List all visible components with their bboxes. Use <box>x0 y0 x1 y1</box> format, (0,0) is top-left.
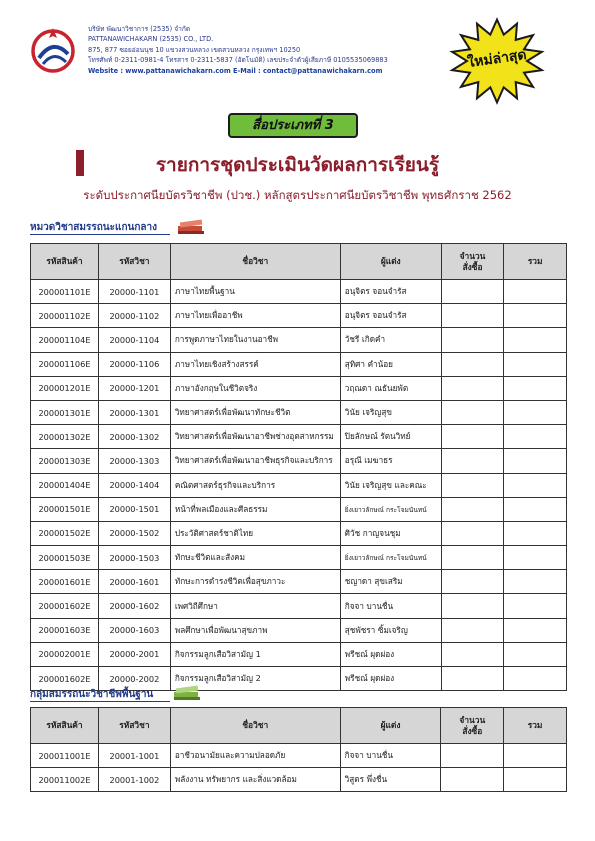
company-logo-icon <box>30 24 76 78</box>
cell-author: สุชพัชรา ซิ้มเจริญ <box>340 618 441 642</box>
quantity-input-cell[interactable] <box>441 280 504 304</box>
col-header-subject-name: ชื่อวิชา <box>170 708 340 744</box>
total-cell <box>504 497 567 521</box>
cell-author: วินัย เจริญสุข <box>340 400 441 424</box>
total-cell <box>504 570 567 594</box>
col-header-subject-code: รหัสวิชา <box>98 708 170 744</box>
table-row <box>31 618 567 642</box>
col-header-author: ผู้แต่ง <box>340 708 441 744</box>
cell-subject-name: หน้าที่พลเมืองและศีลธรรม <box>170 497 340 521</box>
cell-product-code: 200011001E <box>31 744 99 768</box>
cell-author: อนุจิตร จอนจำรัส <box>340 280 441 304</box>
table-row <box>31 449 567 473</box>
cell-subject-name: ภาษาอังกฤษในชีวิตจริง <box>170 376 340 400</box>
cell-subject-code: 20000-1303 <box>98 449 170 473</box>
col-header-author: ผู้แต่ง <box>340 244 441 280</box>
items-table-vocational <box>30 707 567 792</box>
cell-author: อนุจิตร จอนจำรัส <box>340 304 441 328</box>
cell-subject-code: 20000-1603 <box>98 618 170 642</box>
quantity-input-cell[interactable] <box>441 642 504 666</box>
total-cell <box>504 667 567 691</box>
cell-product-code: 200001601E <box>31 570 99 594</box>
cell-subject-code: 20000-1404 <box>98 473 170 497</box>
cell-subject-name: ภาษาไทยพื้นฐาน <box>170 280 340 304</box>
items-table-core <box>30 243 567 691</box>
total-cell <box>504 473 567 497</box>
cell-product-code: 200001101E <box>31 280 99 304</box>
cell-author: อรุณี เมฆาธร <box>340 449 441 473</box>
table-row <box>31 328 567 352</box>
section-heading-core: หมวดวิชาสมรรถนะแกนกลาง <box>30 222 158 233</box>
cell-product-code: 200001603E <box>31 618 99 642</box>
cell-product-code: 200001502E <box>31 521 99 545</box>
table-row <box>31 352 567 376</box>
quantity-input-cell[interactable] <box>441 449 504 473</box>
cell-subject-code: 20001-1002 <box>98 768 170 792</box>
cell-subject-name: อาชีวอนามัยและความปลอดภัย <box>170 744 340 768</box>
quantity-input-cell[interactable] <box>441 618 504 642</box>
total-cell <box>504 546 567 570</box>
cell-subject-name: พลศึกษาเพื่อพัฒนาสุขภาพ <box>170 618 340 642</box>
total-cell <box>504 449 567 473</box>
company-address: 875, 877 ซอยอ่อนนุช 10 แขวงสวนหลวง เขตสวนหลวง กรุงเทพฯ 10250 <box>88 45 301 54</box>
cell-subject-code: 20000-1601 <box>98 570 170 594</box>
cell-author: พรีชณ์ ผุดผ่อง <box>340 667 441 691</box>
cell-product-code: 200001302E <box>31 425 99 449</box>
quantity-input-cell[interactable] <box>441 304 504 328</box>
cell-subject-name: การพูดภาษาไทยในงานอาชีพ <box>170 328 340 352</box>
cell-product-code: 200001104E <box>31 328 99 352</box>
table-header-row <box>31 708 567 744</box>
cell-subject-name: เพศวิถีศึกษา <box>170 594 340 618</box>
cell-subject-code: 20001-1001 <box>98 744 170 768</box>
books-icon <box>172 684 202 702</box>
cell-subject-code: 20000-1602 <box>98 594 170 618</box>
quantity-input-cell[interactable] <box>441 328 504 352</box>
table-row <box>31 744 567 768</box>
cell-subject-name: ทักษะชีวิตและสังคม <box>170 546 340 570</box>
cell-author: วิสูตร พึ่งชื่น <box>340 768 441 792</box>
cell-author: กิจจา บานชื่น <box>340 744 441 768</box>
table-row <box>31 400 567 424</box>
cell-author: วฤณดา ณธันยพัต <box>340 376 441 400</box>
cell-author: ยิ่งเยาวลักษณ์ กระโจมนันทน์ <box>340 546 441 570</box>
table-row <box>31 280 567 304</box>
quantity-input-cell[interactable] <box>441 497 504 521</box>
quantity-input-cell[interactable] <box>441 546 504 570</box>
col-header-product-code: รหัสสินค้า <box>31 244 99 280</box>
cell-subject-name: คณิตศาสตร์ธุรกิจและบริการ <box>170 473 340 497</box>
cell-author: วัชรี เกิดคำ <box>340 328 441 352</box>
table-row <box>31 425 567 449</box>
quantity-input-cell[interactable] <box>441 570 504 594</box>
cell-subject-code: 20000-1106 <box>98 352 170 376</box>
col-header-total: รวม <box>504 244 567 280</box>
company-name-th: บริษัท พัฒนาวิชาการ (2535) จำกัด <box>88 25 191 33</box>
total-cell <box>504 744 567 768</box>
section-heading-vocational: กลุ่มสมรรถนะวิชาชีพพื้นฐาน <box>30 689 154 700</box>
section-underline <box>30 234 170 235</box>
cell-subject-name: ภาษาไทยเชิงสร้างสรรค์ <box>170 352 340 376</box>
table-row <box>31 304 567 328</box>
page-subtitle: ระดับประกาศนียบัตรวิชาชีพ (ปวช.) หลักสูตรประกาศนียบัตรวิชาชีพ พุทธศักราช 2562 <box>83 188 512 202</box>
col-header-quantity: จำนวน สั่งซื้อ <box>441 244 504 280</box>
cell-subject-name: กิจกรรมลูกเสือวิสามัญ 2 <box>170 667 340 691</box>
cell-subject-code: 20000-1104 <box>98 328 170 352</box>
section-underline <box>30 701 170 702</box>
cell-subject-name: ทักษะการดำรงชีวิตเพื่อสุขภาวะ <box>170 570 340 594</box>
cell-author: ปิยลักษณ์ รัตนวิทย์ <box>340 425 441 449</box>
cell-subject-name: วิทยาศาสตร์เพื่อพัฒนาอาชีพธุรกิจและบริการ <box>170 449 340 473</box>
new-badge-label: ใหม่ล่าสุด <box>466 46 528 72</box>
quantity-input-cell[interactable] <box>441 594 504 618</box>
col-header-product-code: รหัสสินค้า <box>31 708 99 744</box>
cell-product-code: 200001404E <box>31 473 99 497</box>
cell-subject-name: ประวัติศาสตร์ชาติไทย <box>170 521 340 545</box>
cell-author: ชญาดา สุขเสริม <box>340 570 441 594</box>
media-type-tag: สื่อประเภทที่ 3 <box>228 113 358 138</box>
cell-product-code: 200001301E <box>31 400 99 424</box>
cell-product-code: 200001602E <box>31 667 99 691</box>
total-cell <box>504 618 567 642</box>
cell-subject-code: 20000-1502 <box>98 521 170 545</box>
cell-product-code: 200001102E <box>31 304 99 328</box>
books-icon <box>176 218 206 236</box>
cell-subject-name: วิทยาศาสตร์เพื่อพัฒนาทักษะชีวิต <box>170 400 340 424</box>
table-row <box>31 642 567 666</box>
page-title: รายการชุดประเมินวัดผลการเรียนรู้ <box>155 154 440 176</box>
quantity-input-cell[interactable] <box>441 352 504 376</box>
col-header-quantity: จำนวน สั่งซื้อ <box>441 708 504 744</box>
cell-product-code: 200001303E <box>31 449 99 473</box>
cell-product-code: 200011002E <box>31 768 99 792</box>
table-row <box>31 497 567 521</box>
col-header-subject-code: รหัสวิชา <box>98 244 170 280</box>
total-cell <box>504 768 567 792</box>
cell-subject-code: 20000-1101 <box>98 280 170 304</box>
col-header-total: รวม <box>504 708 567 744</box>
total-cell <box>504 400 567 424</box>
table-row <box>31 570 567 594</box>
total-cell <box>504 328 567 352</box>
cell-product-code: 200001106E <box>31 352 99 376</box>
quantity-input-cell[interactable] <box>441 400 504 424</box>
table-row <box>31 546 567 570</box>
cell-author: ยิ่งเยาวลักษณ์ กระโจมนันทน์ <box>340 497 441 521</box>
total-cell <box>504 376 567 400</box>
table-row <box>31 521 567 545</box>
cell-subject-code: 20000-1302 <box>98 425 170 449</box>
cell-subject-code: 20000-2001 <box>98 642 170 666</box>
cell-subject-code: 20000-1201 <box>98 376 170 400</box>
cell-subject-code: 20000-2002 <box>98 667 170 691</box>
total-cell <box>504 521 567 545</box>
quantity-input-cell[interactable] <box>441 425 504 449</box>
quantity-input-cell[interactable] <box>441 744 504 768</box>
company-web: Website : www.pattanawichakarn.com E-Mail : contact@pattanawichakarn.com <box>88 66 383 75</box>
quantity-input-cell[interactable] <box>441 667 504 691</box>
quantity-input-cell[interactable] <box>441 473 504 497</box>
table-header-row <box>31 244 567 280</box>
cell-subject-code: 20000-1503 <box>98 546 170 570</box>
total-cell <box>504 642 567 666</box>
total-cell <box>504 425 567 449</box>
cell-author: วินัย เจริญสุข และคณะ <box>340 473 441 497</box>
company-info <box>88 24 388 76</box>
cell-product-code: 200001201E <box>31 376 99 400</box>
cell-subject-code: 20000-1501 <box>98 497 170 521</box>
cell-subject-code: 20000-1301 <box>98 400 170 424</box>
cell-product-code: 200001602E <box>31 594 99 618</box>
cell-product-code: 200002001E <box>31 642 99 666</box>
table-row <box>31 768 567 792</box>
cell-author: สุทิศา คำน้อย <box>340 352 441 376</box>
cell-subject-name: ภาษาไทยเพื่ออาชีพ <box>170 304 340 328</box>
total-cell <box>504 280 567 304</box>
table-row <box>31 473 567 497</box>
cell-subject-name: พลังงาน ทรัพยากร และสิ่งแวดล้อม <box>170 768 340 792</box>
cell-author: พรีชณ์ ผุดผ่อง <box>340 642 441 666</box>
quantity-input-cell[interactable] <box>441 768 504 792</box>
cell-subject-code: 20000-1102 <box>98 304 170 328</box>
cell-author: ศิวัช กาญจนชุม <box>340 521 441 545</box>
cell-author: กิจจา บานชื่น <box>340 594 441 618</box>
cell-subject-name: วิทยาศาสตร์เพื่อพัฒนาอาชีพช่างอุตสาหกรรม <box>170 425 340 449</box>
cell-subject-name: กิจกรรมลูกเสือวิสามัญ 1 <box>170 642 340 666</box>
cell-product-code: 200001501E <box>31 497 99 521</box>
cell-product-code: 200001503E <box>31 546 99 570</box>
total-cell <box>504 352 567 376</box>
table-row <box>31 376 567 400</box>
table-row <box>31 594 567 618</box>
quantity-input-cell[interactable] <box>441 521 504 545</box>
company-phone: โทรศัพท์ 0-2311-0981-4 โทรสาร 0-2311-5837 (อัตโนมัติ) เลขประจำตัวผู้เสียภาษี 0105535069883 <box>88 56 388 65</box>
quantity-input-cell[interactable] <box>441 376 504 400</box>
total-cell <box>504 304 567 328</box>
total-cell <box>504 594 567 618</box>
col-header-subject-name: ชื่อวิชา <box>170 244 340 280</box>
company-name-en: PATTANAWICHAKARN (2535) CO., LTD. <box>88 35 214 44</box>
